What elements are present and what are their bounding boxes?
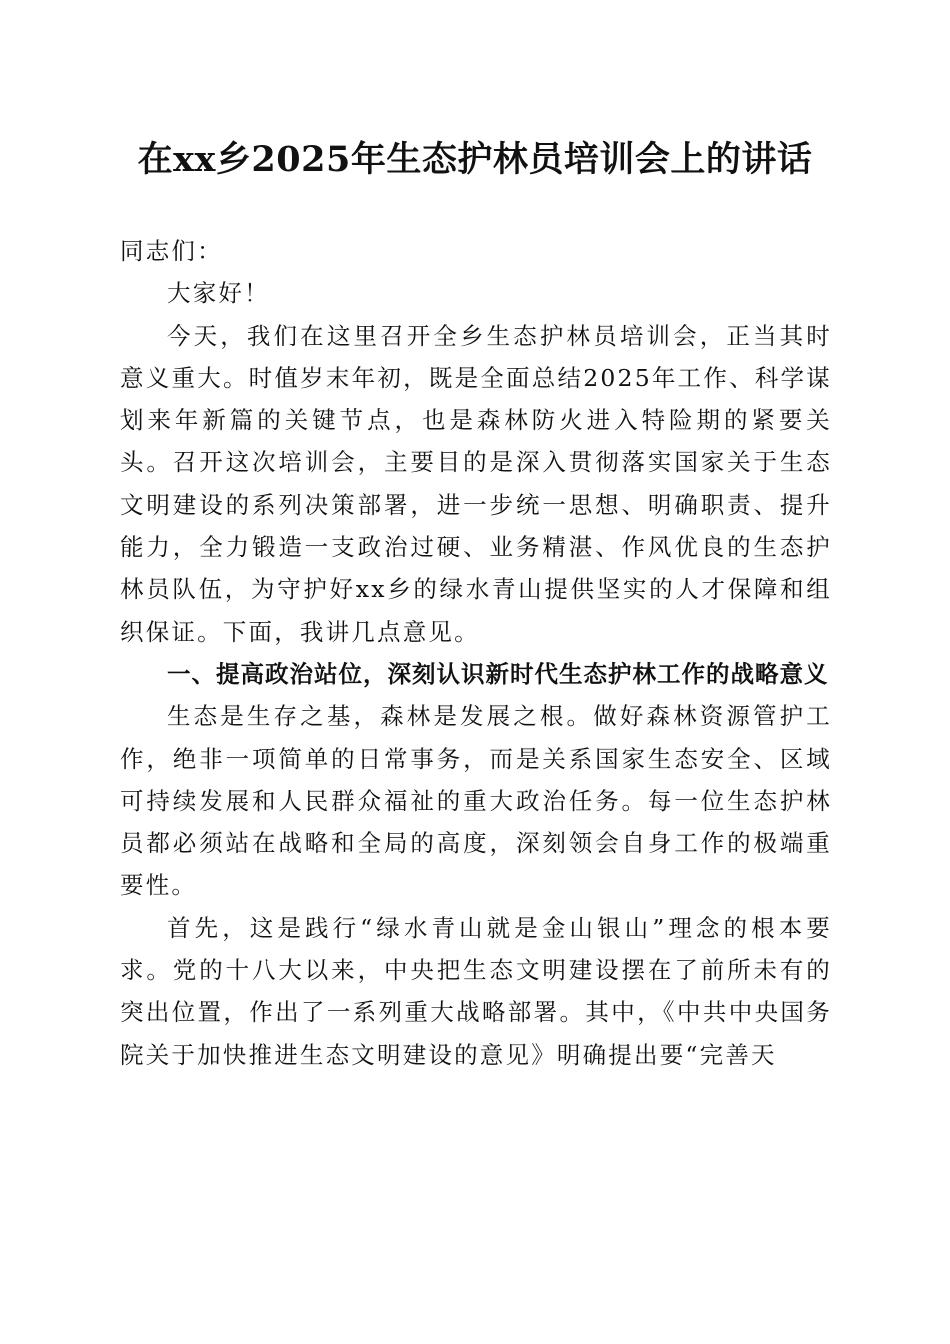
section-1-heading: 一、提高政治站位，深刻认识新时代生态护林工作的战略意义 <box>167 659 829 688</box>
section-1-paragraph-2: 首先，这是践行“绿水青山就是金山银山”理念的根本要求。党的十八大以来，中央把生态文明建设摆在了前所未有的突出位置，作出了一系列重大战略部署。其中，《中共中央国务院关于加快推进生态文明建设的意见》明确提出要“完善天 <box>120 913 832 1069</box>
intro-paragraph: 今天，我们在这里召开全乡生态护林员培训会，正当其时意义重大。时值岁末年初，既是全面总结2025年工作、科学谋划来年新篇的关键节点，也是森林防火进入特险期的紧要关头。召开这次培训会，主要目的是深入贯彻落实国家关于生态文明建设的系列决策部署，进一步统一思想、明确职责、提升能力，全力锻造一支政治过硬、业务精湛、作风优良的生态护林员队伍，为守护好xx乡的绿水青山提供坚实的人才保障和组织保证。下面，我讲几点意见。 <box>120 321 832 646</box>
document-body <box>120 230 832 1076</box>
salutation: 同志们： <box>120 237 223 265</box>
greeting: 大家好！ <box>167 279 270 308</box>
section-1-paragraph-1: 生态是生存之基，森林是发展之根。做好森林资源管护工作，绝非一项简单的日常事务，而是关系国家生态安全、区域可持续发展和人民群众福祉的重大政治任务。每一位生态护林员都必须站在战略和全局的高度，深刻领会自身工作的极端重要性。 <box>120 702 832 900</box>
document-title: 在xx乡2025年生态护林员培训会上的讲话 <box>137 139 813 180</box>
